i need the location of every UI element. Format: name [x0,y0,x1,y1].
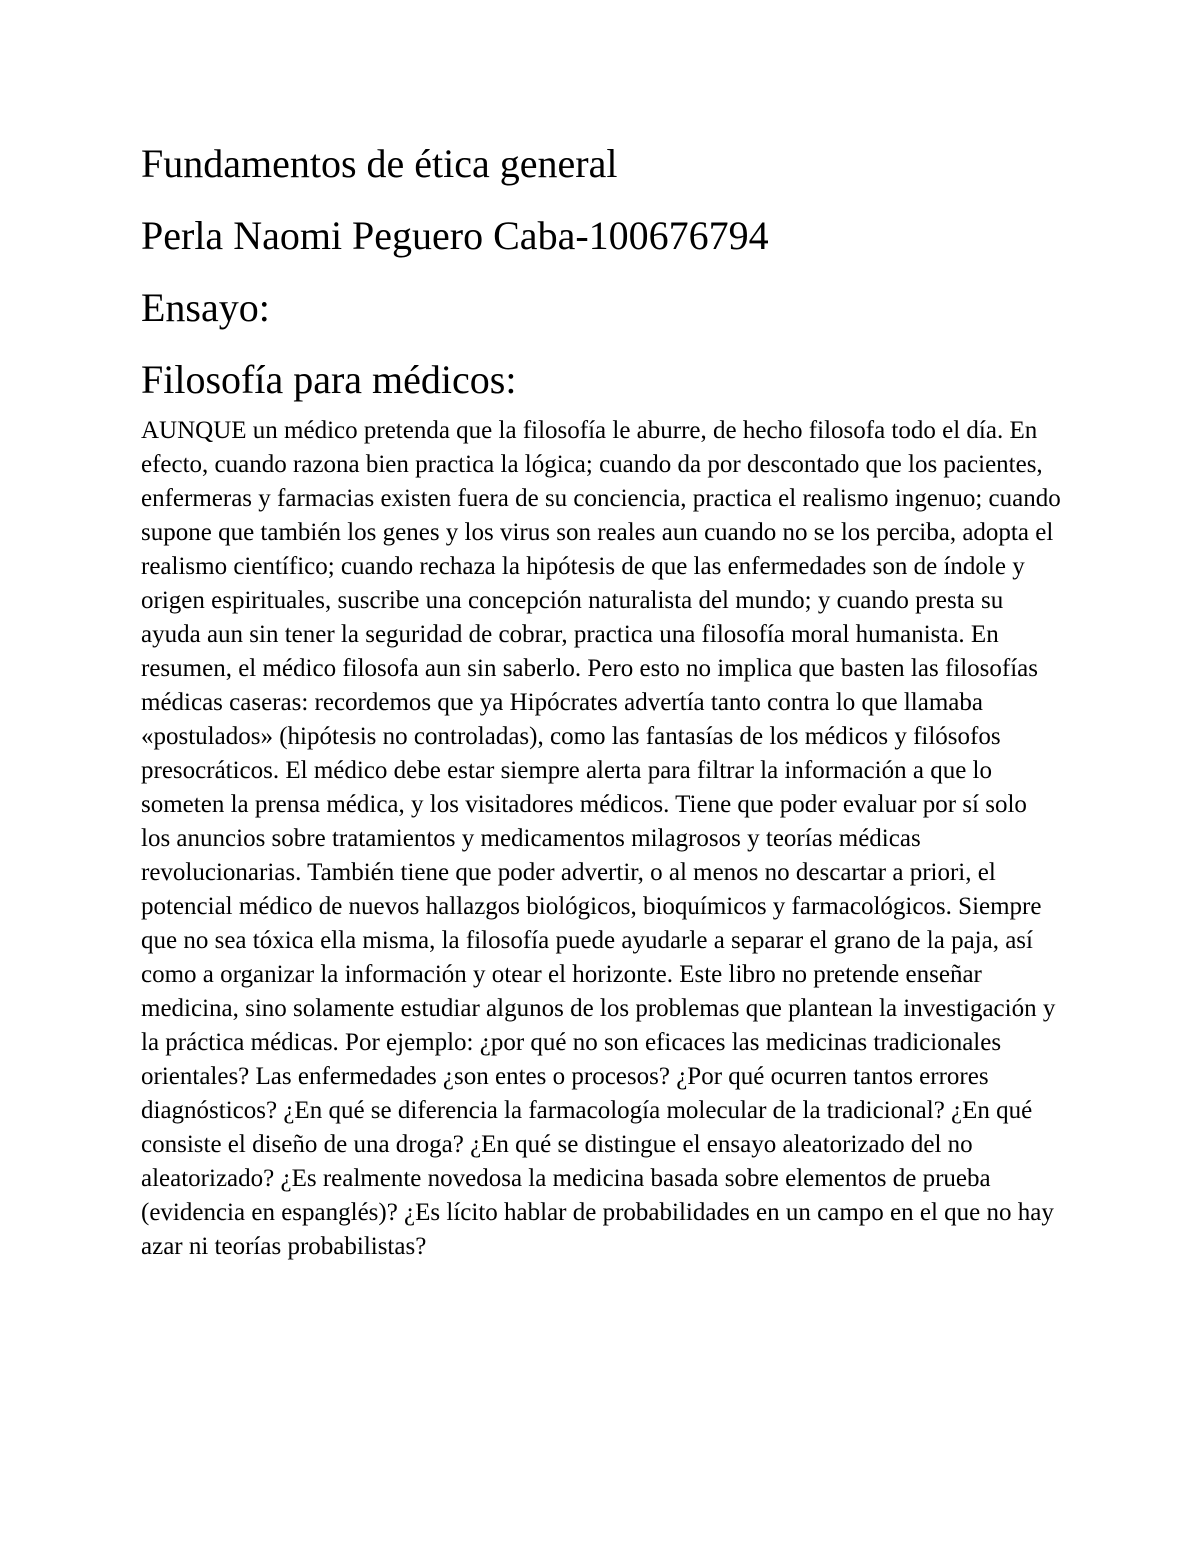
genre-heading: Ensayo: [141,285,270,330]
essay-title: Filosofía para médicos: [141,357,517,402]
essay-body-paragraph: AUNQUE un médico pretenda que la filosofía le aburre, de hecho filosofa todo el día. En efecto, cuando razona bien practica la lógica; cuando da por descontado que los pacientes, enfermeras y farmacias existen fuera de su conciencia, practica el realismo ingenuo; cuando supone que también los genes y los virus son reales aun cuando no se los perciba, adopta el realismo científico; cuando rechaza la hipótesis de que las enfermedades son de índole y origen espirituales, suscribe una concepción naturalista del mundo; y cuando presta su ayuda aun sin tener la seguridad de cobrar, practica una filosofía moral humanista. En resumen, el médico filosofa aun sin saberlo. Pero esto no implica que basten las filosofías médicas caseras: recordemos que ya Hipócrates advertía tanto contra lo que llamaba «postulados» (hipótesis no controladas), como las fantasías de los médicos y filósofos presocráticos. El médico debe estar siempre alerta para filtrar la información a que lo someten la prensa médica, y los visitadores médicos. Tiene que poder evaluar por sí solo los anuncios sobre tratamientos y medicamentos milagrosos y teorías médicas revolucionarias. También tiene que poder advertir, o al menos no descartar a priori, el potencial médico de nuevos hallazgos biológicos, bioquímicos y farmacológicos. Siempre que no sea tóxica ella misma, la filosofía puede ayudarle a separar el grano de la paja, así como a organizar la información y otear el horizonte. Este libro no pretende enseñar medicina, sino solamente estudiar algunos de los problemas que plantean la investigación y la práctica médicas. Por ejemplo: ¿por qué no son eficaces las medicinas tradicionales orientales? Las enfermedades ¿son entes o procesos? ¿Por qué ocurren tantos errores diagnósticos? ¿En qué se diferencia la farmacología molecular de la tradicional? ¿En qué consiste el diseño de una droga? ¿En qué se distingue el ensayo aleatorizado del no aleatorizado? ¿Es realmente novedosa la medicina basada sobre elementos de prueba (evidencia en espanglés)? ¿Es lícito hablar de probabilidades en un campo en el que no hay azar ni teorías probabilistas? [141,417,1061,1260]
document-page [141,140,1061,1264]
course-title: Fundamentos de ética general [141,141,618,186]
author-line: Perla Naomi Peguero Caba-100676794 [141,213,769,258]
